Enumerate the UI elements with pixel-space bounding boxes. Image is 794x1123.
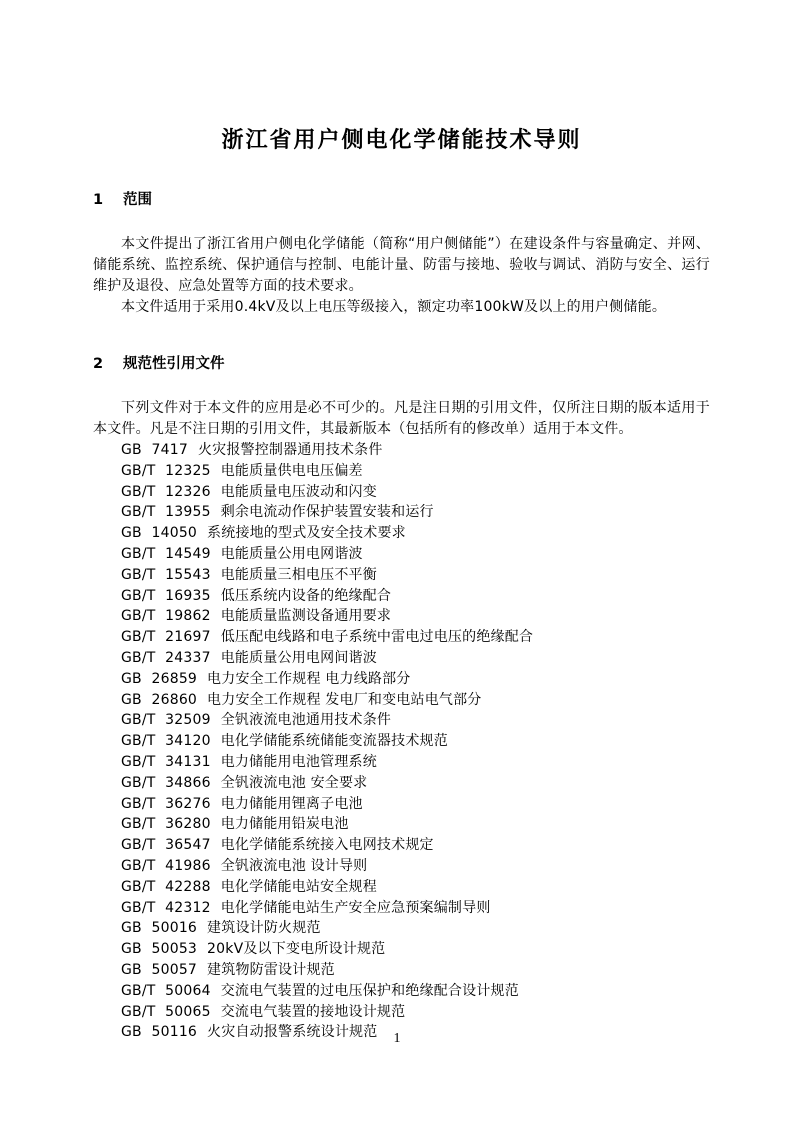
reference-code: GB/T 41986 [121,857,211,874]
section-heading [93,192,710,208]
reference-title: 电力安全工作规程 电力线路部分 [207,670,411,687]
reference-title: 电化学储能电站生产安全应急预案编制导则 [220,899,491,916]
reference-code: GB/T 24337 [121,649,211,666]
section [93,356,710,1043]
reference-code: GB 26860 [121,691,198,708]
reference-item [121,835,710,856]
reference-code: GB/T 19862 [121,608,211,625]
reference-item [121,606,710,627]
page-number: 1 [393,1031,401,1046]
reference-code: GB/T 32509 [121,712,211,729]
section-number: 1 [93,192,104,208]
reference-code: GB/T 16935 [121,587,211,604]
reference-code: GB/T 50065 [121,1003,211,1020]
reference-code: GB 26859 [121,670,198,687]
reference-item [121,918,710,939]
reference-title: 电化学储能系统接入电网技术规定 [220,837,434,854]
reference-code: GB/T 36276 [121,795,211,812]
reference-title: 电化学储能系统储能变流器技术规范 [220,733,448,750]
reference-item [121,856,710,877]
reference-code: GB 50053 [121,941,198,958]
reference-title: 电化学储能电站安全规程 [220,878,377,895]
section-title: 范围 [123,192,152,208]
reference-code: GB/T 12325 [121,462,211,479]
reference-title: 电能质量三相电压不平衡 [220,566,377,583]
reference-title: 低压系统内设备的绝缘配合 [220,587,392,604]
reference-title: 火灾自动报警系统设计规范 [207,1024,378,1041]
reference-code: GB/T 36547 [121,837,211,854]
reference-item [121,710,710,731]
paragraph: 下列文件对于本文件的应用是必不可少的。凡是注日期的引用文件，仅所注日期的版本适用于本文件。凡是不注日期的引用文件，其最新版本（包括所有的修改单）适用于本文件。 [93,400,710,437]
reference-title: 电能质量电压波动和闪变 [220,483,377,500]
reference-code: GB/T 21697 [121,629,211,646]
reference-title: 全钒液流电池 设计导则 [220,857,368,874]
reference-code: GB 14050 [121,525,198,542]
reference-item [121,960,710,981]
reference-title: 建筑物防雷设计规范 [207,961,335,978]
reference-item [121,648,710,669]
reference-code: GB 7417 [121,442,188,458]
reference-title: 火灾报警控制器通用技术条件 [197,442,383,458]
section-paragraphs [93,398,710,440]
reference-code: GB/T 34131 [121,753,211,770]
reference-item [121,440,710,461]
reference-item [121,794,710,815]
reference-item [121,523,710,544]
reference-title: 交流电气装置的接地设计规范 [220,1003,406,1020]
paragraph: 本文件适用于采用0.4kV及以上电压等级接入，额定功率100kW及以上的用户侧储能。 [121,299,667,315]
reference-code: GB/T 42288 [121,878,211,895]
reference-title: 电力储能用铅炭电池 [220,816,349,833]
reference-title: 建筑设计防火规范 [207,920,321,937]
reference-item [121,627,710,648]
reference-item [121,898,710,919]
reference-code: GB 50116 [121,1024,198,1041]
section-title: 规范性引用文件 [123,356,225,372]
reference-title: 电能质量供电电压偏差 [220,462,363,479]
reference-title: 电力储能用电池管理系统 [220,753,377,770]
reference-code: GB/T 15543 [121,566,211,583]
reference-item [121,877,710,898]
reference-code: GB/T 50064 [121,982,211,999]
reference-item [121,981,710,1002]
reference-item [121,586,710,607]
reference-item [121,565,710,586]
reference-code: GB/T 34866 [121,774,211,791]
reference-item [121,773,710,794]
reference-code: GB/T 34120 [121,733,211,750]
reference-title: 交流电气装置的过电压保护和绝缘配合设计规范 [220,982,519,999]
reference-code: GB 50016 [121,920,198,937]
section-heading [93,356,710,372]
reference-title: 电力储能用锂离子电池 [220,795,363,812]
paragraph: 本文件提出了浙江省用户侧电化学储能（简称“用户侧储能”）在建设条件与容量确定、并网、储能系统、监控系统、保护通信与控制、电能计量、防雷与接地、验收与调试、消防与安全、运行维护及退役、应急处置等方面的技术要求。 [93,236,710,294]
reference-code: GB/T 14549 [121,545,211,562]
reference-title: 电能质量公用电网间谐波 [220,649,377,666]
reference-title: 低压配电线路和电子系统中雷电过电压的绝缘配合 [220,629,534,646]
reference-title: 电能质量公用电网谐波 [220,545,363,562]
reference-code: GB/T 36280 [121,816,211,833]
reference-item [121,482,710,503]
reference-code: GB 50057 [121,961,198,978]
reference-item [121,461,710,482]
reference-item [121,752,710,773]
section [93,192,710,318]
reference-title: 剩余电流动作保护装置安装和运行 [220,504,434,521]
reference-title: 电力安全工作规程 发电厂和变电站电气部分 [207,691,482,708]
reference-item [121,690,710,711]
sections-container [93,192,710,1043]
reference-title: 全钒液流电池通用技术条件 [220,712,392,729]
reference-title: 全钒液流电池 安全要求 [220,774,368,791]
document-title: 浙江省用户侧电化学储能技术导则 [221,128,582,153]
reference-item [121,502,710,523]
reference-item [121,544,710,565]
reference-item [121,1002,710,1023]
reference-item [121,939,710,960]
reference-list [121,440,710,1043]
section-number: 2 [93,356,104,372]
reference-title: 20kV及以下变电所设计规范 [207,941,386,958]
reference-item [121,669,710,690]
reference-code: GB/T 13955 [121,504,211,521]
reference-item [121,814,710,835]
reference-code: GB/T 42312 [121,899,211,916]
reference-title: 系统接地的型式及安全技术要求 [207,525,406,542]
reference-item [121,731,710,752]
reference-title: 电能质量监测设备通用要求 [220,608,392,625]
reference-code: GB/T 12326 [121,483,211,500]
section-paragraphs [93,234,710,318]
